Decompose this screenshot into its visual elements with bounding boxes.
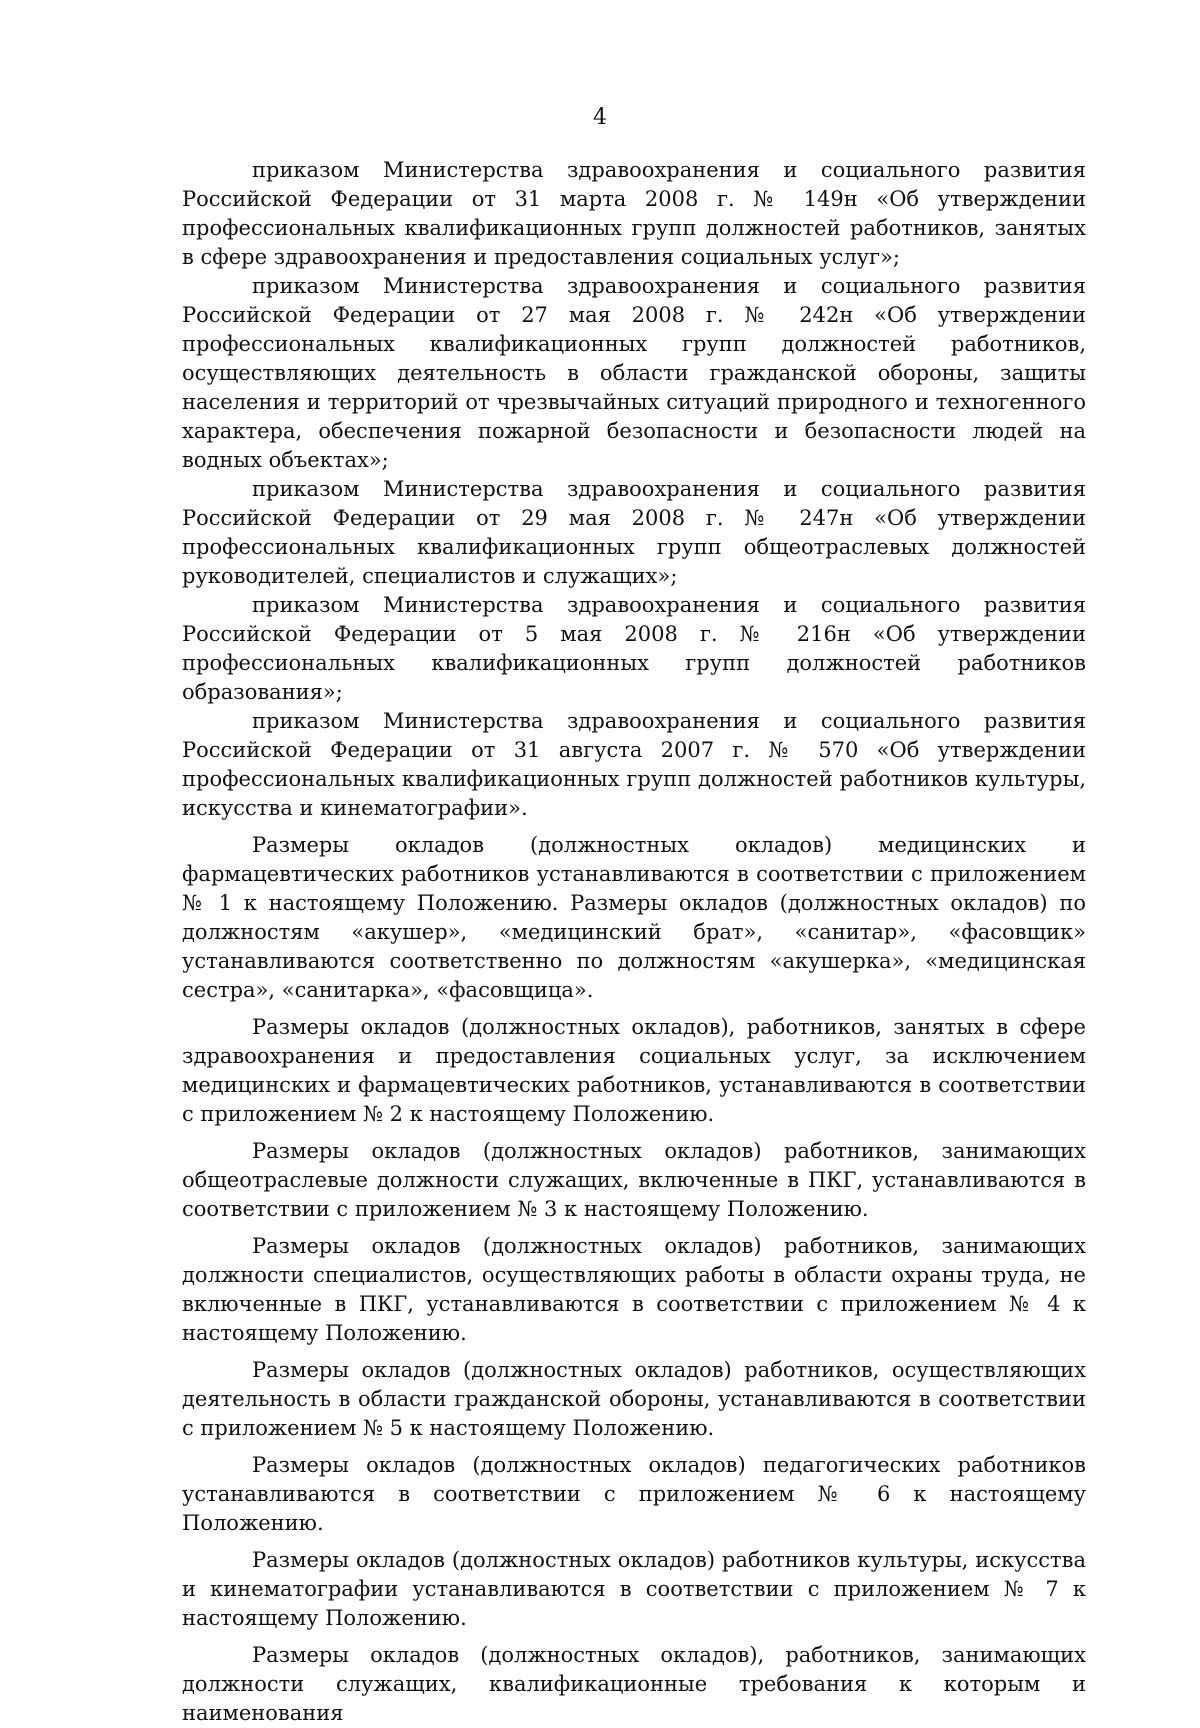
paragraph-appendix-3: Размеры окладов (должностных окладов) работников, занимающих общеотраслевые должности служащих, включенные в ПКГ, устанавливаются в соответствии с приложением № 3 к настоящему Положению. xyxy=(182,1139,1086,1221)
paragraph-appendix-7: Размеры окладов (должностных окладов) работников культуры, искусства и кинематографии устанавливаются в соответствии с приложением № 7 к настоящему Положению. xyxy=(182,1548,1086,1630)
paragraph-order-247n: приказом Министерства здравоохранения и социального развития Российской Федерации от 29 мая 2008 г. № 247н «Об утверждении профессиональных квалификационных групп общеотраслевых должностей руководителей, специалистов и служащих»; xyxy=(182,477,1086,588)
paragraph-order-149n: приказом Министерства здравоохранения и социального развития Российской Федерации от 31 марта 2008 г. № 149н «Об утверждении профессиональных квалификационных групп должностей работников, занятых в сфере здравоохранения и предоставления социальных услуг»; xyxy=(182,158,1086,269)
paragraph-appendix-6: Размеры окладов (должностных окладов) педагогических работников устанавливаются в соответствии с приложением № 6 к настоящему Положению. xyxy=(182,1453,1086,1535)
paragraph-employee-positions: Размеры окладов (должностных окладов), работников, занимающих должности служащих, квалификационные требования к которым и наименования xyxy=(182,1643,1086,1725)
page-number: 4 xyxy=(593,105,607,130)
paragraph-order-242n: приказом Министерства здравоохранения и социального развития Российской Федерации от 27 мая 2008 г. № 242н «Об утверждении профессиональных квалификационных групп должностей работников, осуществляющих деятельность в области гражданской обороны, защиты населения и территорий от чрезвычайных ситуаций природного и техногенного характера, обеспечения пожарной безопасности и безопасности людей на водных объектах»; xyxy=(182,274,1086,472)
paragraph-order-570: приказом Министерства здравоохранения и социального развития Российской Федерации от 31 августа 2007 г. № 570 «Об утверждении профессиональных квалификационных групп должностей работников культуры, искусства и кинематографии». xyxy=(182,709,1086,820)
paragraph-order-216n: приказом Министерства здравоохранения и социального развития Российской Федерации от 5 мая 2008 г. № 216н «Об утверждении профессиональных квалификационных групп должностей работников образования»; xyxy=(182,593,1086,704)
paragraph-appendix-4: Размеры окладов (должностных окладов) работников, занимающих должности специалистов, осуществляющих работы в области охраны труда, не включенные в ПКГ, устанавливаются в соответствии с приложением № 4 к настоящему Положению. xyxy=(182,1234,1086,1345)
paragraph-appendix-2: Размеры окладов (должностных окладов), работников, занятых в сфере здравоохранения и предоставления социальных услуг, за исключением медицинских и фармацевтических работников, устанавливаются в соответствии с приложением № 2 к настоящему Положению. xyxy=(182,1015,1086,1126)
paragraph-appendix-5: Размеры окладов (должностных окладов) работников, осуществляющих деятельность в области гражданской обороны, устанавливаются в соответствии с приложением № 5 к настоящему Положению. xyxy=(182,1358,1086,1440)
paragraph-appendix-1: Размеры окладов (должностных окладов) медицинских и фармацевтических работников устанавливаются в соответствии с приложением № 1 к настоящему Положению. Размеры окладов (должностных окладов) по должностям «акушер», «медицинский брат», «санитар», «фасовщик» устанавливаются соответственно по должностям «акушерка», «медицинская сестра», «санитарка», «фасовщица». xyxy=(182,833,1086,1002)
document-body xyxy=(182,156,1086,1728)
